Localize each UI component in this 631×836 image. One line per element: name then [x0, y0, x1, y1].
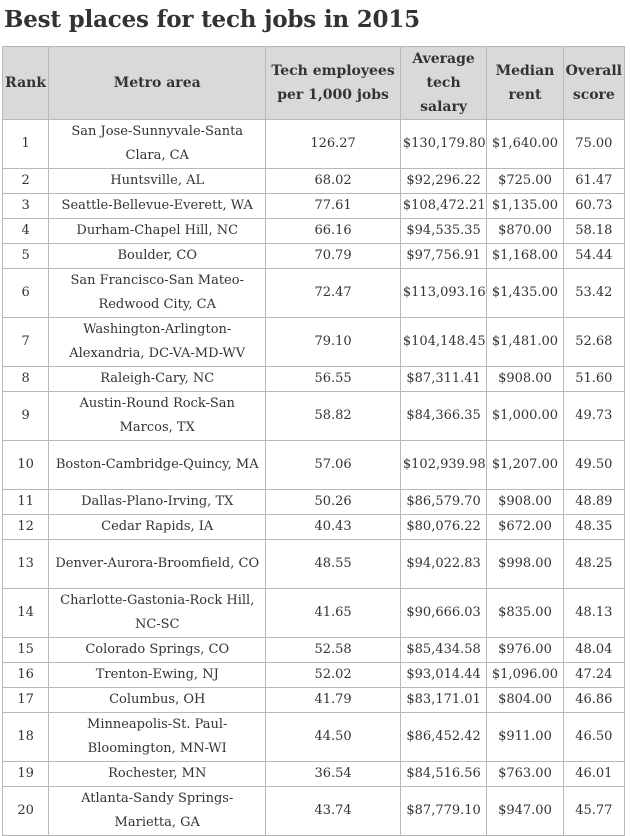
- tech-employees-cell: 48.55: [266, 540, 401, 589]
- overall-score-cell: 61.47: [563, 169, 624, 194]
- overall-score-cell: 58.18: [563, 219, 624, 244]
- overall-score-cell: 49.73: [563, 392, 624, 441]
- tech-employees-cell: 41.65: [266, 589, 401, 638]
- table-row: [3, 713, 625, 762]
- column-header-metro-area: Metro area: [49, 47, 266, 120]
- metro-area-cell: Minneapolis-St. Paul-Bloomington, MN-WI: [49, 713, 266, 762]
- median-rent-cell: $908.00: [487, 490, 563, 515]
- median-rent-cell: $835.00: [487, 589, 563, 638]
- rank-cell: 8: [3, 367, 49, 392]
- overall-score-cell: 45.77: [563, 787, 624, 836]
- table-row: [3, 540, 625, 589]
- table-row: [3, 490, 625, 515]
- metro-area-cell: Dallas-Plano-Irving, TX: [49, 490, 266, 515]
- rank-cell: 4: [3, 219, 49, 244]
- metro-area-cell: Austin-Round Rock-San Marcos, TX: [49, 392, 266, 441]
- table-row: [3, 787, 625, 836]
- median-rent-cell: $947.00: [487, 787, 563, 836]
- tech-employees-cell: 52.02: [266, 663, 401, 688]
- average-salary-cell: $86,452.42: [400, 713, 486, 762]
- table-row: [3, 219, 625, 244]
- table-row: [3, 663, 625, 688]
- overall-score-cell: 46.86: [563, 688, 624, 713]
- column-header-tech-employees: Tech employees per 1,000 jobs: [266, 47, 401, 120]
- average-salary-cell: $84,516.56: [400, 762, 486, 787]
- rank-cell: 20: [3, 787, 49, 836]
- metro-area-cell: Rochester, MN: [49, 762, 266, 787]
- tech-employees-cell: 68.02: [266, 169, 401, 194]
- metro-area-cell: Columbus, OH: [49, 688, 266, 713]
- median-rent-cell: $1,481.00: [487, 318, 563, 367]
- average-salary-cell: $87,779.10: [400, 787, 486, 836]
- metro-area-cell: Boston-Cambridge-Quincy, MA: [49, 441, 266, 490]
- median-rent-cell: $1,000.00: [487, 392, 563, 441]
- median-rent-cell: $1,640.00: [487, 120, 563, 169]
- average-salary-cell: $94,022.83: [400, 540, 486, 589]
- table-row: [3, 367, 625, 392]
- average-salary-cell: $92,296.22: [400, 169, 486, 194]
- rank-cell: 17: [3, 688, 49, 713]
- rank-cell: 11: [3, 490, 49, 515]
- rank-cell: 10: [3, 441, 49, 490]
- column-header-median-rent: Median rent: [487, 47, 563, 120]
- average-salary-cell: $113,093.16: [400, 269, 486, 318]
- tech-employees-cell: 77.61: [266, 194, 401, 219]
- tech-employees-cell: 126.27: [266, 120, 401, 169]
- tech-employees-cell: 66.16: [266, 219, 401, 244]
- table-row: [3, 169, 625, 194]
- metro-area-cell: Charlotte-Gastonia-Rock Hill, NC-SC: [49, 589, 266, 638]
- median-rent-cell: $1,207.00: [487, 441, 563, 490]
- overall-score-cell: 47.24: [563, 663, 624, 688]
- metro-area-cell: Huntsville, AL: [49, 169, 266, 194]
- overall-score-cell: 54.44: [563, 244, 624, 269]
- median-rent-cell: $908.00: [487, 367, 563, 392]
- metro-area-cell: San Jose-Sunnyvale-Santa Clara, CA: [49, 120, 266, 169]
- table-row: [3, 244, 625, 269]
- rank-cell: 12: [3, 515, 49, 540]
- average-salary-cell: $83,171.01: [400, 688, 486, 713]
- overall-score-cell: 48.35: [563, 515, 624, 540]
- metro-area-cell: Seattle-Bellevue-Everett, WA: [49, 194, 266, 219]
- overall-score-cell: 48.04: [563, 638, 624, 663]
- average-salary-cell: $97,756.91: [400, 244, 486, 269]
- rank-cell: 18: [3, 713, 49, 762]
- column-header-average-salary: Average tech salary: [400, 47, 486, 120]
- metro-area-cell: Cedar Rapids, IA: [49, 515, 266, 540]
- table-row: [3, 269, 625, 318]
- metro-area-cell: Durham-Chapel Hill, NC: [49, 219, 266, 244]
- median-rent-cell: $1,168.00: [487, 244, 563, 269]
- overall-score-cell: 48.25: [563, 540, 624, 589]
- overall-score-cell: 60.73: [563, 194, 624, 219]
- average-salary-cell: $87,311.41: [400, 367, 486, 392]
- rank-cell: 1: [3, 120, 49, 169]
- overall-score-cell: 46.50: [563, 713, 624, 762]
- rank-cell: 19: [3, 762, 49, 787]
- table-row: [3, 589, 625, 638]
- overall-score-cell: 53.42: [563, 269, 624, 318]
- metro-area-cell: Atlanta-Sandy Springs-Marietta, GA: [49, 787, 266, 836]
- median-rent-cell: $911.00: [487, 713, 563, 762]
- median-rent-cell: $998.00: [487, 540, 563, 589]
- tech-jobs-table: [2, 46, 625, 836]
- rank-cell: 3: [3, 194, 49, 219]
- overall-score-cell: 46.01: [563, 762, 624, 787]
- median-rent-cell: $1,135.00: [487, 194, 563, 219]
- table-row: [3, 441, 625, 490]
- tech-employees-cell: 72.47: [266, 269, 401, 318]
- average-salary-cell: $84,366.35: [400, 392, 486, 441]
- column-header-rank: Rank: [3, 47, 49, 120]
- table-row: [3, 120, 625, 169]
- median-rent-cell: $763.00: [487, 762, 563, 787]
- tech-employees-cell: 50.26: [266, 490, 401, 515]
- median-rent-cell: $1,096.00: [487, 663, 563, 688]
- overall-score-cell: 75.00: [563, 120, 624, 169]
- metro-area-cell: Raleigh-Cary, NC: [49, 367, 266, 392]
- average-salary-cell: $130,179.80: [400, 120, 486, 169]
- tech-employees-cell: 70.79: [266, 244, 401, 269]
- rank-cell: 2: [3, 169, 49, 194]
- tech-employees-cell: 58.82: [266, 392, 401, 441]
- tech-employees-cell: 40.43: [266, 515, 401, 540]
- average-salary-cell: $94,535.35: [400, 219, 486, 244]
- column-header-overall-score: Overall score: [563, 47, 624, 120]
- table-row: [3, 638, 625, 663]
- page-title: Best places for tech jobs in 2015: [4, 6, 420, 33]
- table-row: [3, 318, 625, 367]
- overall-score-cell: 51.60: [563, 367, 624, 392]
- average-salary-cell: $104,148.45: [400, 318, 486, 367]
- table-row: [3, 392, 625, 441]
- overall-score-cell: 48.89: [563, 490, 624, 515]
- tech-employees-cell: 41.79: [266, 688, 401, 713]
- tech-employees-cell: 52.58: [266, 638, 401, 663]
- overall-score-cell: 52.68: [563, 318, 624, 367]
- median-rent-cell: $870.00: [487, 219, 563, 244]
- metro-area-cell: Colorado Springs, CO: [49, 638, 266, 663]
- tech-employees-cell: 79.10: [266, 318, 401, 367]
- table-row: [3, 688, 625, 713]
- metro-area-cell: Boulder, CO: [49, 244, 266, 269]
- rank-cell: 14: [3, 589, 49, 638]
- tech-employees-cell: 44.50: [266, 713, 401, 762]
- tech-employees-cell: 57.06: [266, 441, 401, 490]
- average-salary-cell: $85,434.58: [400, 638, 486, 663]
- average-salary-cell: $86,579.70: [400, 490, 486, 515]
- metro-area-cell: Denver-Aurora-Broomfield, CO: [49, 540, 266, 589]
- average-salary-cell: $90,666.03: [400, 589, 486, 638]
- rank-cell: 6: [3, 269, 49, 318]
- overall-score-cell: 49.50: [563, 441, 624, 490]
- table-row: [3, 194, 625, 219]
- header-row: [3, 47, 625, 120]
- average-salary-cell: $102,939.98: [400, 441, 486, 490]
- overall-score-cell: 48.13: [563, 589, 624, 638]
- rank-cell: 7: [3, 318, 49, 367]
- table-row: [3, 762, 625, 787]
- tech-employees-cell: 43.74: [266, 787, 401, 836]
- median-rent-cell: $976.00: [487, 638, 563, 663]
- average-salary-cell: $80,076.22: [400, 515, 486, 540]
- median-rent-cell: $1,435.00: [487, 269, 563, 318]
- rank-cell: 16: [3, 663, 49, 688]
- tech-employees-cell: 36.54: [266, 762, 401, 787]
- rank-cell: 15: [3, 638, 49, 663]
- metro-area-cell: San Francisco-San Mateo-Redwood City, CA: [49, 269, 266, 318]
- rank-cell: 5: [3, 244, 49, 269]
- rank-cell: 9: [3, 392, 49, 441]
- metro-area-cell: Washington-Arlington-Alexandria, DC-VA-MD-WV: [49, 318, 266, 367]
- median-rent-cell: $804.00: [487, 688, 563, 713]
- rank-cell: 13: [3, 540, 49, 589]
- table-row: [3, 515, 625, 540]
- metro-area-cell: Trenton-Ewing, NJ: [49, 663, 266, 688]
- median-rent-cell: $725.00: [487, 169, 563, 194]
- average-salary-cell: $93,014.44: [400, 663, 486, 688]
- median-rent-cell: $672.00: [487, 515, 563, 540]
- average-salary-cell: $108,472.21: [400, 194, 486, 219]
- tech-employees-cell: 56.55: [266, 367, 401, 392]
